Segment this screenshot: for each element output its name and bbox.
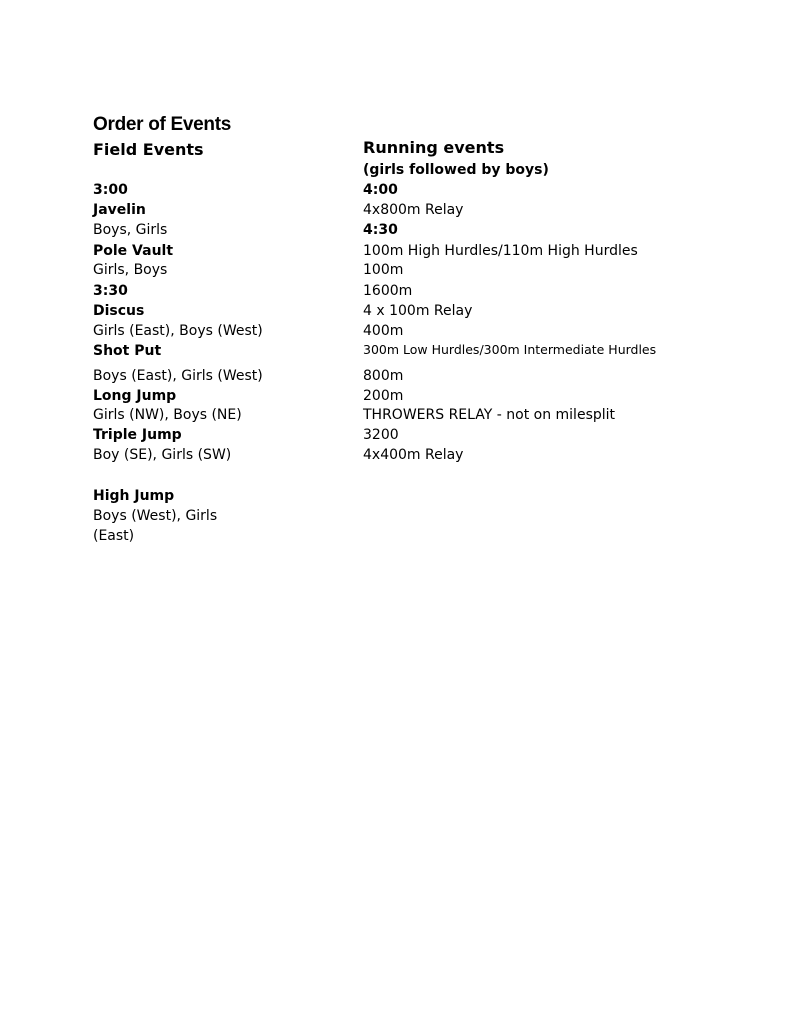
javelin-label: Javelin: [93, 202, 146, 218]
running-event-2: 100m High Hurdles/110m High Hurdles: [363, 243, 638, 259]
shot-put-label: Shot Put: [93, 343, 162, 359]
running-event-5: 4 x 100m Relay: [363, 303, 473, 319]
pole-vault-label: Pole Vault: [93, 243, 174, 259]
running-events-heading: Running events: [363, 138, 505, 157]
running-event-10: THROWERS RELAY - not on milesplit: [363, 407, 616, 423]
running-event-8: 800m: [363, 368, 404, 384]
triple-jump-order: Boy (SE), Girls (SW): [93, 447, 232, 463]
running-event-6: 400m: [363, 323, 404, 339]
shot-put-order: Boys (East), Girls (West): [93, 368, 263, 384]
high-jump-order-line-1: Boys (West), Girls: [93, 508, 218, 524]
high-jump-order-line-2: (East): [93, 528, 135, 544]
high-jump-label: High Jump: [93, 488, 175, 504]
long-jump-order: Girls (NW), Boys (NE): [93, 407, 242, 423]
running-time-2: 4:30: [363, 222, 398, 238]
running-event-11: 3200: [363, 427, 399, 443]
running-time-1: 4:00: [363, 182, 398, 198]
running-event-9: 200m: [363, 388, 404, 404]
long-jump-label: Long Jump: [93, 388, 177, 404]
running-event-7: 300m Low Hurdles/300m Intermediate Hurdles: [363, 342, 657, 357]
running-event-4: 1600m: [363, 283, 413, 299]
field-time-2: 3:30: [93, 283, 128, 299]
running-note: (girls followed by boys): [363, 162, 549, 178]
discus-label: Discus: [93, 303, 145, 319]
field-events-heading: Field Events: [93, 140, 204, 159]
javelin-order: Boys, Girls: [93, 222, 168, 238]
field-time-1: 3:00: [93, 182, 128, 198]
pole-vault-order: Girls, Boys: [93, 262, 168, 278]
triple-jump-label: Triple Jump: [93, 427, 182, 443]
running-event-1: 4x800m Relay: [363, 202, 464, 218]
running-event-12: 4x400m Relay: [363, 447, 464, 463]
running-event-3: 100m: [363, 262, 404, 278]
page-title: Order of Events: [93, 114, 232, 135]
discus-order: Girls (East), Boys (West): [93, 323, 263, 339]
